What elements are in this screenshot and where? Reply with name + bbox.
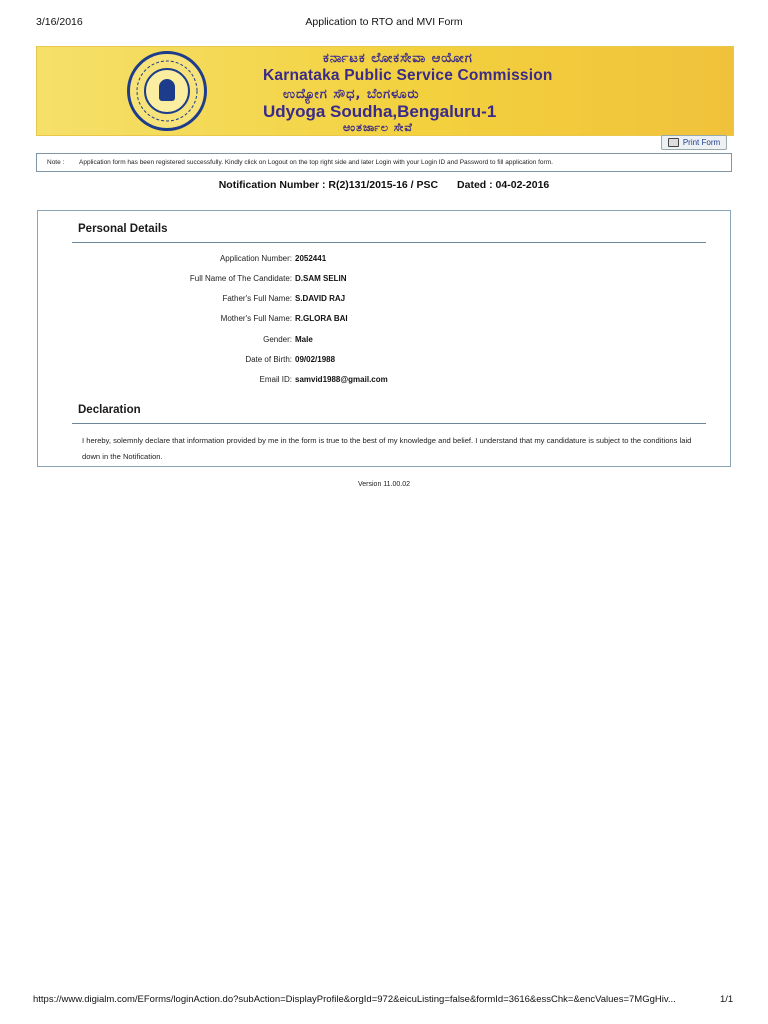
section-divider (72, 423, 706, 424)
section-divider (72, 242, 706, 243)
detail-row-application-number (38, 254, 728, 266)
field-label: Date of Birth: (245, 355, 292, 364)
field-value: samvid1988@gmail.com (295, 375, 388, 384)
declaration-text: I hereby, solemnly declare that information provided by me in the form is true to the best of my knowledge and belief. I understand that my candidature is subject to the conditions laid down in the Notification. (82, 436, 692, 461)
detail-row-date-of-birth (38, 355, 728, 367)
kpsc-seal-logo (127, 51, 207, 131)
kpsc-banner (36, 46, 734, 136)
detail-row-mother-name (38, 314, 728, 326)
field-value: 2052441 (295, 254, 327, 263)
banner-english-address: Udyoga Soudha,Bengaluru-1 (263, 102, 497, 121)
detail-row-email (38, 375, 728, 387)
banner-kannada-tagline: ಆಂತರ್ಜಾಲ ಸೇವೆ (343, 121, 413, 134)
seal-inner-circle (144, 68, 190, 114)
print-date: 3/16/2016 (36, 16, 83, 28)
note-label: Note : (47, 159, 65, 166)
field-label: Full Name of The Candidate: (189, 274, 292, 283)
field-value: 09/02/1988 (295, 355, 336, 364)
detail-row-gender (38, 335, 728, 347)
field-value: Male (295, 335, 313, 344)
banner-kannada-title: ಕರ್ನಾಟಕ ಲೋಕಸೇವಾ ಆಯೋಗ (323, 51, 473, 66)
personal-details-heading: Personal Details (78, 223, 168, 235)
notification-dated: Dated : 04-02-2016 (457, 179, 550, 191)
field-label: Mother's Full Name: (220, 314, 292, 323)
print-form-button[interactable] (661, 135, 727, 150)
field-value: D.SAM SELIN (295, 274, 347, 283)
note-bar (36, 153, 732, 172)
print-form-label: Print Form (682, 138, 721, 147)
field-label: Application Number: (219, 254, 292, 263)
notification-line (0, 179, 768, 191)
print-footer (0, 994, 768, 1008)
print-page-title: Application to RTO and MVI Form (305, 16, 463, 28)
print-header (0, 16, 768, 30)
field-label: Gender: (263, 335, 292, 344)
gandaberunda-emblem-icon (159, 79, 175, 101)
version-text: Version 11.00.02 (357, 481, 411, 488)
field-value: S.DAVID RAJ (295, 294, 346, 303)
field-value: R.GLORA BAI (295, 314, 348, 323)
print-page-number: 1/1 (720, 994, 734, 1005)
banner-english-title: Karnataka Public Service Commission (263, 67, 553, 84)
detail-row-full-name (38, 274, 728, 286)
field-label: Father's Full Name: (222, 294, 292, 303)
print-footer-url: https://www.digialm.com/EForms/loginAction.do?subAction=DisplayProfile&orgId=972&eicuListing=false&formId=3616&essChk=&encValues=7MGgHiv... (33, 994, 676, 1005)
field-label: Email ID: (259, 375, 292, 384)
note-text: Application form has been registered successfully. Kindly click on Logout on the top right side and later Login with your Login ID and Password to fill application form. (79, 159, 553, 166)
declaration-heading: Declaration (78, 404, 141, 416)
printer-icon (668, 138, 679, 147)
application-panel (37, 210, 731, 467)
detail-row-father-name (38, 294, 728, 306)
notification-number: Notification Number : R(2)131/2015-16 / PSC (218, 179, 439, 191)
banner-kannada-address: ಉದ್ಯೋಗ ಸೌಧ, ಬೆಂಗಳೂರು (283, 87, 420, 102)
